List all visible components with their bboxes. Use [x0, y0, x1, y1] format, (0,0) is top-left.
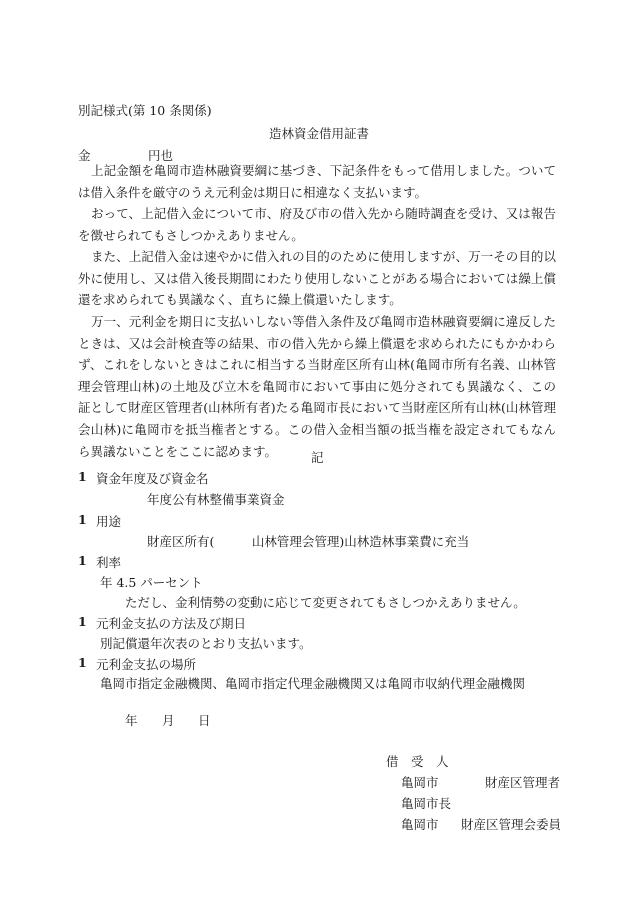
item-5-heading: 元利金支払の場所: [96, 657, 197, 672]
item-5-number: 1: [78, 655, 87, 670]
item-1-body: 年度公有林整備事業資金: [147, 492, 285, 507]
item-2-heading: 用途: [96, 514, 122, 529]
borrower-line1-role: 財産区管理者: [485, 775, 561, 790]
item-1-number: 1: [78, 469, 87, 484]
borrower-line1-org: 亀岡市: [401, 775, 439, 790]
item-4-body: 別記償還年次表のとおり支払います。: [100, 636, 312, 651]
item-2-number: 1: [78, 512, 87, 527]
amount-suffix: 円也: [148, 148, 174, 163]
item-5-body: 亀岡市指定金融機関、亀岡市指定代理金融機関又は亀岡市収納代理金融機関: [100, 676, 526, 691]
ki-marker: 記: [311, 450, 324, 465]
amount-prefix: 金: [78, 148, 91, 163]
item-3-note: ただし、金利情勢の変動に応じて変更されてもさしつかえありません。: [125, 595, 526, 610]
borrower-line3-org: 亀岡市: [401, 817, 439, 832]
item-1-heading: 資金年度及び資金名: [96, 471, 209, 486]
form-label: 別記様式(第 10 条関係): [78, 103, 212, 118]
document-title: 造林資金借用証書: [269, 126, 370, 141]
paragraph-4: 万一、元利金を期日に支払いしない等借入条件及び亀岡市造林融資要綱に違反したときは、又は会計検査等の結果、市の借入先から繰上償還を求められたにもかかわらず、これをしないときはこれに相当する当財産区所有山林(亀岡市所有名義、山林管理会管理山林)の土地及び立木を亀岡市において事由に処分されても異議なく、この証として財産区管理者(山林所有者)たる亀岡市長において当財産区所有山林(山林管理会山林)に亀岡市を抵当権者とする。この借入金相当額の抵当権を設定されてもなんら異議ないことをここに認めます。: [78, 314, 556, 459]
item-4-number: 1: [78, 614, 87, 629]
date-day: 日: [198, 713, 211, 728]
item-3-body: 年 4.5 パーセント: [100, 575, 203, 590]
date-year: 年: [125, 713, 138, 728]
borrower-label: 借 受 人: [386, 754, 449, 769]
paragraph-3: また、上記借入金は速やかに借入れの目的のために使用しますが、万一その目的以外に使用し、又は借入後長期間にわたり使用しないことがある場合においては繰上償還を求められても異議なく、直ちに繰上償還いたします。: [78, 249, 556, 308]
borrower-line2: 亀岡市長: [401, 796, 452, 811]
date-month: 月: [162, 713, 175, 728]
item-4-heading: 元利金支払の方法及び期日: [96, 616, 247, 631]
item-2-body: 財産区所有( 山林管理会管理)山林造林事業費に充当: [147, 534, 470, 549]
borrower-line3-role: 財産区管理会委員: [461, 817, 562, 832]
paragraph-2: おって、上記借入金について市、府及び市の借入先から随時調査を受け、又は報告を徴せられてもさしつかえありません。: [78, 206, 556, 243]
item-3-heading: 利率: [96, 555, 122, 570]
paragraph-1: 上記金額を亀岡市造林融資要綱に基づき、下記条件をもって借用しました。ついては借入条件を厳守のうえ元利金は期日に相違なく支払います。: [78, 163, 556, 200]
item-3-number: 1: [78, 553, 87, 568]
